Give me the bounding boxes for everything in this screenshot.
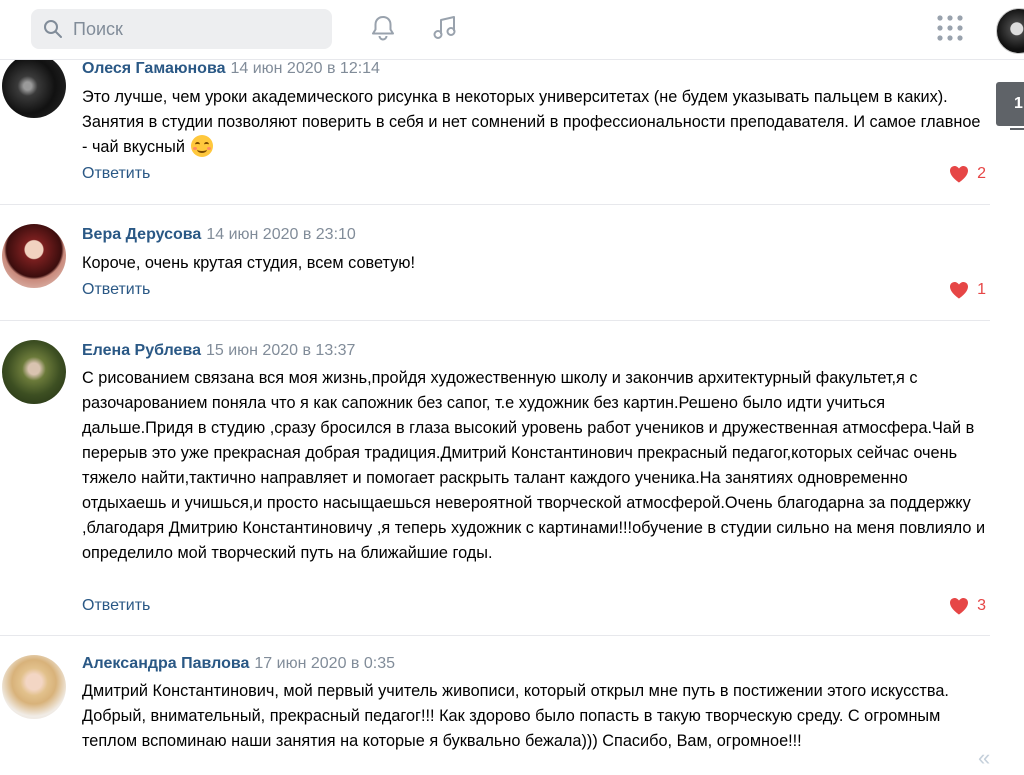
comment-author[interactable]: Вера Дерусова 14 июн 2020 в 23:10 [82, 226, 356, 243]
comment-date[interactable]: 15 июн 2020 в 13:37 [205, 342, 356, 359]
comment-author[interactable]: Олеся Гамаюнова 14 июн 2020 в 12:14 [82, 60, 380, 77]
comment [0, 320, 990, 636]
avatar[interactable] [2, 224, 66, 288]
comment-author[interactable]: Александра Павлова 17 июн 2020 в 0:35 [82, 655, 395, 672]
comment-date[interactable]: 17 июн 2020 в 0:35 [254, 655, 395, 672]
reply-link[interactable]: Ответить [82, 281, 151, 298]
like-count: 3 [977, 597, 986, 614]
heart-icon [949, 597, 969, 615]
heart-icon [949, 281, 969, 299]
comment [0, 635, 990, 775]
search-box[interactable] [31, 9, 332, 49]
comment-text: С рисованием связана вся моя жизнь,пройдя художественную школу и закончив архитектурный факультет,я с разочарованием поняла что я как сапожник без сапог, т.е художник без картин.Решено было идти учиться дальше.Придя в студию ,сразу бросился в глаза высокий уровень работ учеников и дружественная атмосфера.Чай в перерыв это уже прекрасная добрая традиция.Дмитрий Константинович прекрасный педагог,которых сейчас очень тяжело найти,тактично направляет и помогает раскрыть талант каждого ученика.На занятиях одновременно отдыхаешь и учишься,и просто насыщаешься невероятной творческой атмосферой.Очень благодарна за поддержку ,благодаря Дмитрию Константиновичу ,я теперь художник с картинами!!!обучение в студии сильно на меня повлияло и определило мой творческий путь на ближайшие годы. [82, 369, 986, 562]
smiling-face-emoji [191, 135, 213, 157]
avatar[interactable] [2, 340, 66, 404]
collapse-chevron-icon[interactable]: « [978, 745, 991, 770]
top-header [0, 0, 1024, 60]
reply-link[interactable]: Ответить [82, 165, 151, 182]
like-button[interactable] [949, 165, 986, 183]
comment-text: Короче, очень крутая студия, всем советую! [82, 254, 416, 272]
comment-text: Дмитрий Константинович, мой первый учитель живописи, который открыл мне путь в постижении этого искусства. Добрый, внимательный, прекрасный педагог!!! Как здорово было попасть в такую творческую среду. С огромным теплом вспоминаю наши занятия на которые я буквально бежала))) Спасибо, Вам, огромное!!! [82, 682, 949, 750]
bell-icon[interactable] [369, 14, 397, 42]
page-indicator-underline [1010, 128, 1024, 130]
like-count: 2 [977, 165, 986, 182]
like-button[interactable] [949, 281, 986, 299]
apps-grid-icon[interactable] [937, 15, 963, 41]
page-indicator[interactable]: 1 [996, 82, 1024, 126]
reply-link[interactable]: Ответить [82, 597, 151, 614]
comment-date[interactable]: 14 июн 2020 в 23:10 [206, 226, 356, 243]
search-icon [43, 19, 63, 39]
comment-date[interactable]: 14 июн 2020 в 12:14 [230, 60, 380, 77]
search-input[interactable] [73, 19, 313, 40]
comment-author[interactable]: Елена Рублева 15 июн 2020 в 13:37 [82, 342, 356, 359]
like-button[interactable] [949, 597, 986, 615]
like-count: 1 [977, 281, 986, 298]
comment [0, 204, 990, 321]
user-avatar[interactable] [996, 8, 1024, 54]
comment-text: Это лучше, чем уроки академического рисунка в некоторых университетах (не будем указывать пальцем в каких). Занятия в студии позволяют поверить в себя и нет сомнений в профессиональности преподавателя. И самое главное - чай вкусный [82, 88, 981, 156]
avatar[interactable] [2, 54, 66, 118]
heart-icon [949, 165, 969, 183]
music-icon[interactable] [431, 14, 459, 42]
avatar[interactable] [2, 655, 66, 719]
comment [0, 59, 990, 205]
